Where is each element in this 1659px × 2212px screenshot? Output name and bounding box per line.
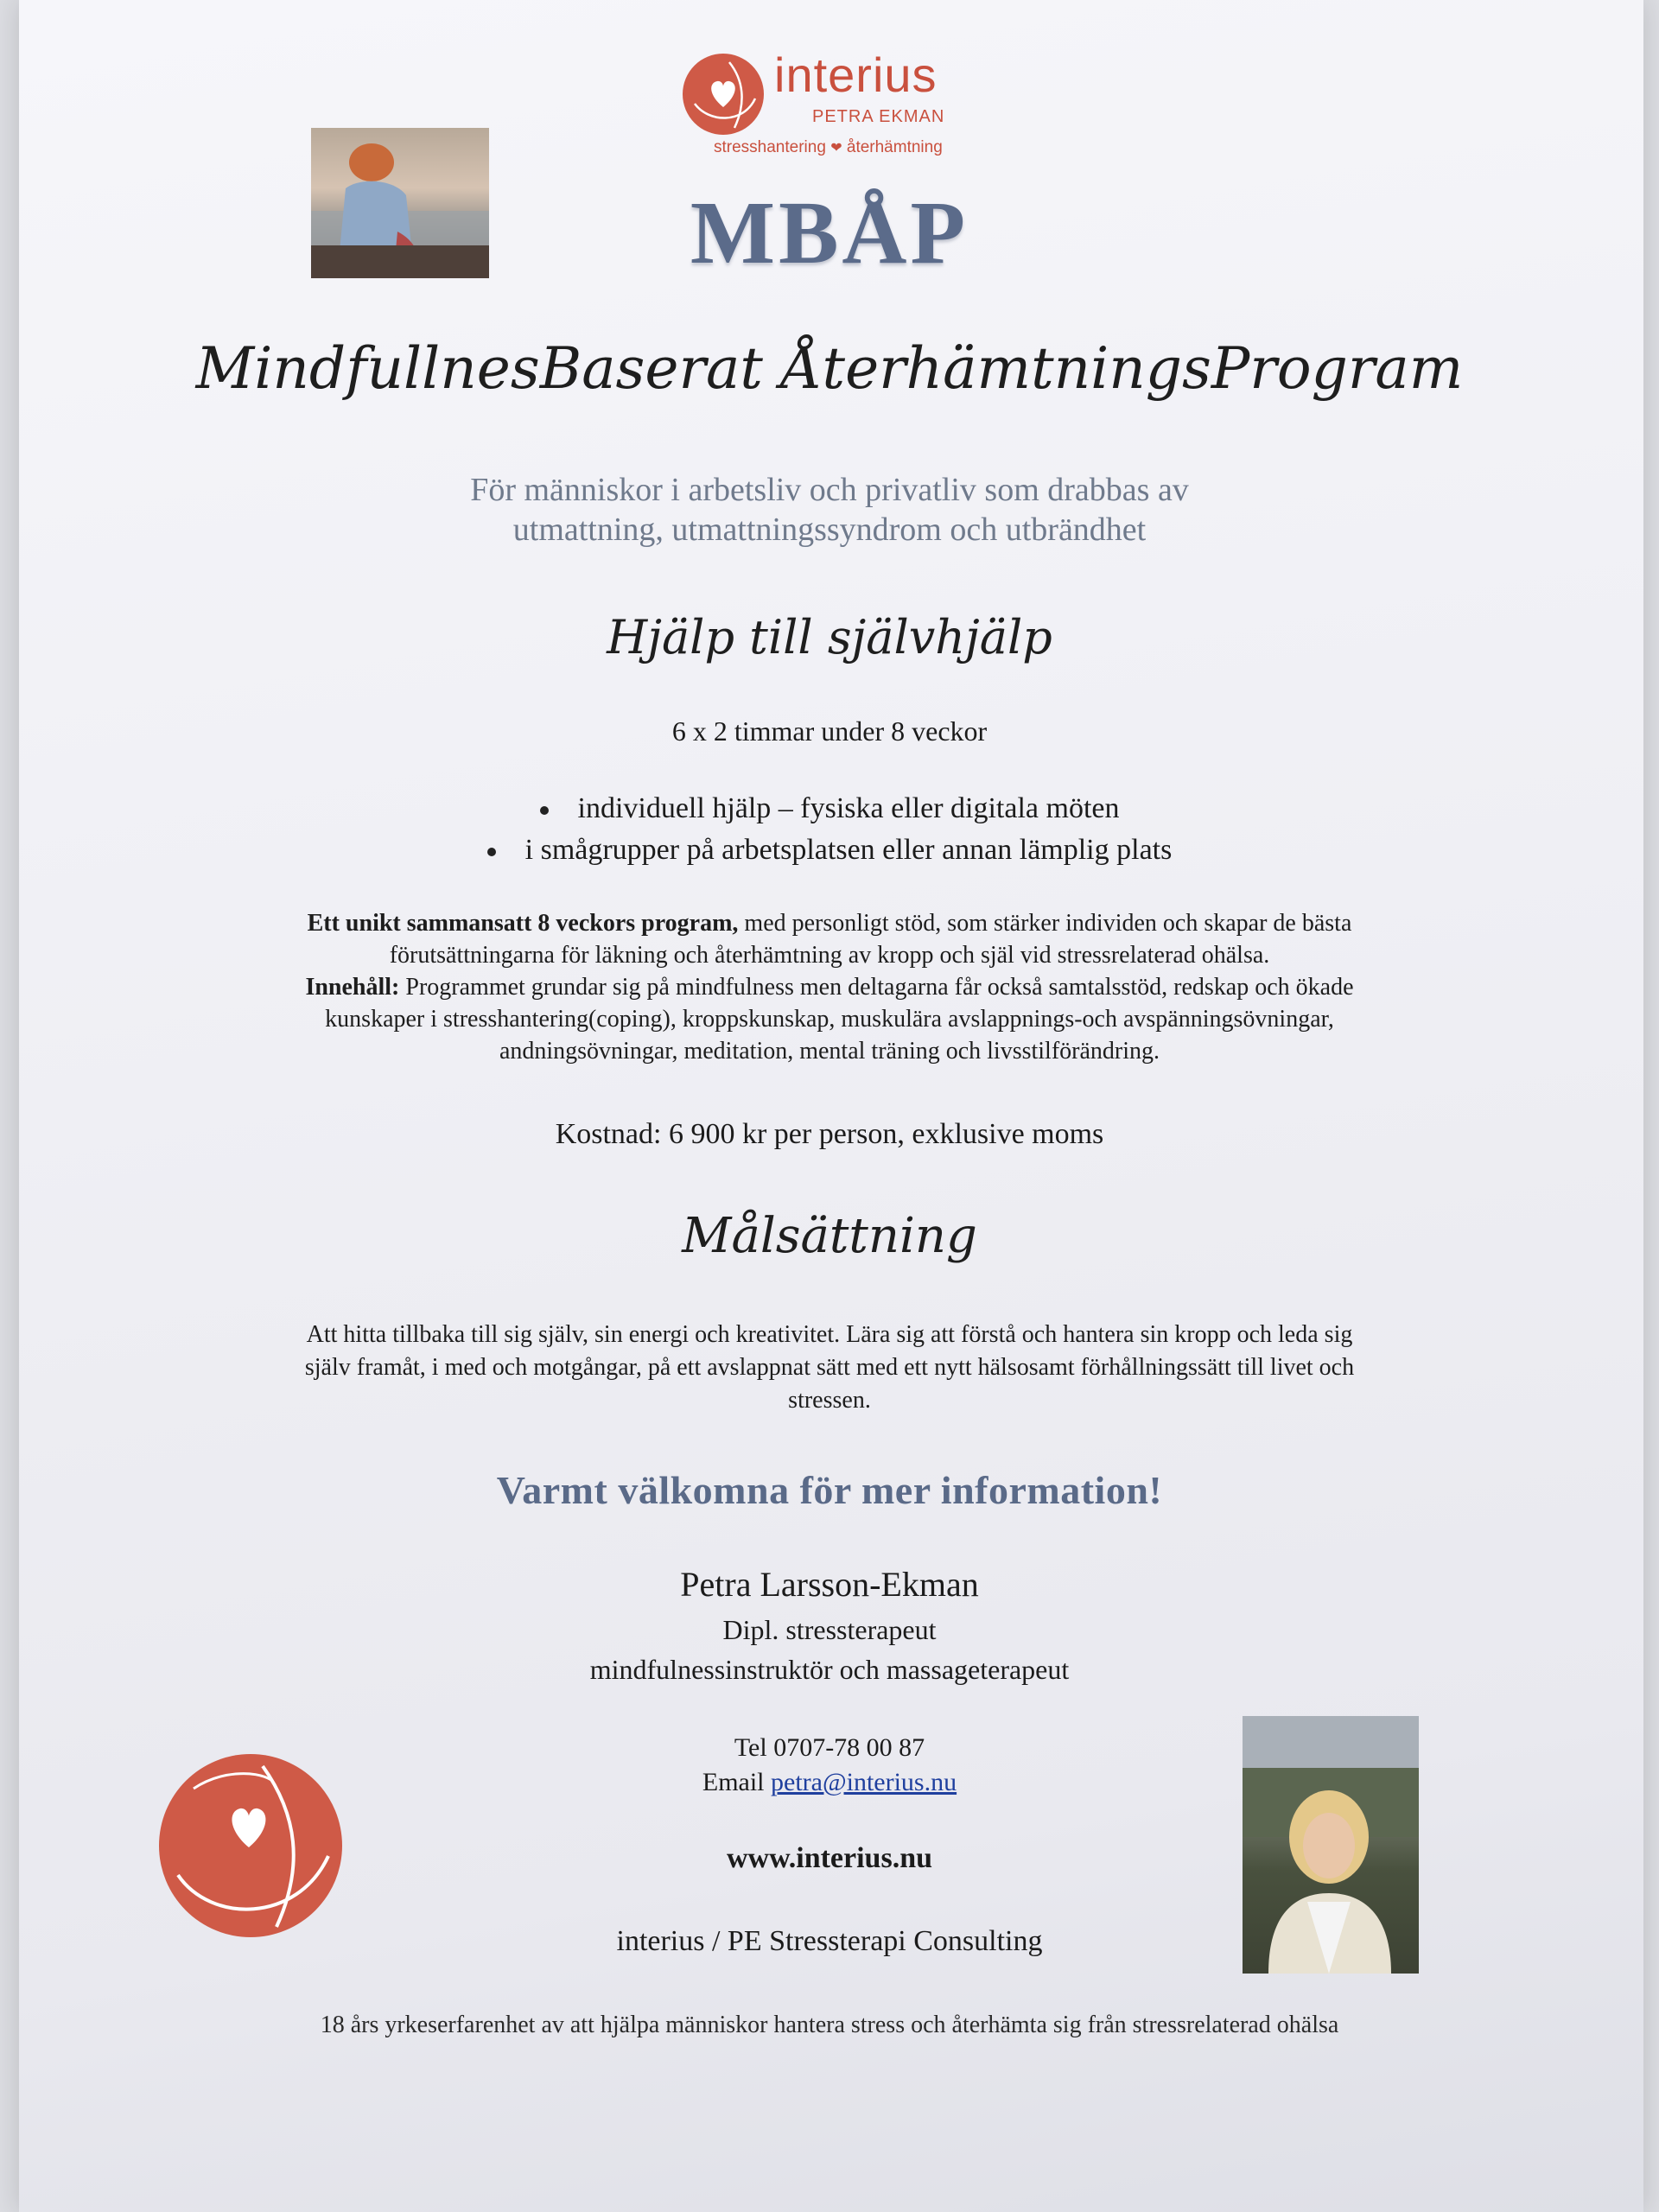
program-full-name: MindfullnesBaserat ÅterhämtningsProgram <box>195 335 1464 402</box>
brand-tagline: stresshantering ❤ återhämtning <box>714 138 943 156</box>
session-info: 6 x 2 timmar under 8 veckor <box>671 715 988 747</box>
goal-heading: Målsättning <box>682 1208 977 1264</box>
format-list <box>0 788 1659 871</box>
list-item: individuell hjälp – fysiska eller digitala möten <box>0 788 1659 830</box>
email-link[interactable]: petra@interius.nu <box>771 1768 957 1796</box>
experience-footer: 18 års yrkeserfarenhet av att hjälpa människor hantera stress och återhämta sig från stressrelaterad ohälsa <box>320 2012 1339 2038</box>
website-link[interactable]: www.interius.nu <box>726 1842 933 1874</box>
brand-heart-logo-icon <box>683 54 764 135</box>
brand-owner: PETRA EKMAN <box>812 107 945 126</box>
brand-name: interius <box>774 48 938 102</box>
small-heart-icon: ❤ <box>830 141 842 156</box>
help-heading: Hjälp till självhjälp <box>607 610 1052 664</box>
large-heart-logo-icon <box>159 1754 342 1937</box>
goal-text: Att hitta tillbaka till sig själv, sin energi och kreativitet. Lära sig att förstå och hantera sin kropp och leda sig själv framåt, i med och motgångar, på ett avslappnat sätt med ett nytt hälsosamt förhållningssätt till livet och stressen. <box>304 1321 1355 1414</box>
bullet-icon <box>540 806 549 815</box>
contact-name: Petra Larsson-Ekman <box>680 1565 979 1604</box>
program-intro: Ett unikt sammansatt 8 veckors program, med personligt stöd, som stärker individen och skapar de bästa förutsättningarna för läkning och återhämtning av kropp och själ vid stressrelaterad ohälsa. <box>307 910 1352 969</box>
contact-role: Dipl. stressterapeut <box>722 1614 937 1645</box>
contact-phone: Tel 0707-78 00 87 <box>734 1733 925 1762</box>
target-audience: För människor i arbetsliv och privatliv som drabbas av utmattning, utmattningssyndrom och utbrändhet <box>470 472 1189 548</box>
bullet-icon <box>487 848 496 856</box>
welcome-heading: Varmt välkomna för mer information! <box>496 1468 1163 1512</box>
program-acronym: MBÅP <box>690 183 969 283</box>
contact-email: Email petra@interius.nu <box>702 1768 957 1796</box>
program-content: Innehåll: Programmet grundar sig på mindfulness men deltagarna får också samtalsstöd, redskap och ökade kunskaper i stresshantering(coping), kroppskunskap, muskulära avslappnings-och avspänningsövningar, andningsövningar, meditation, mental träning och livsstilförändring. <box>305 974 1354 1065</box>
price-info: Kostnad: 6 900 kr per person, exklusive moms <box>555 1118 1104 1150</box>
company-name: interius / PE Stressterapi Consulting <box>616 1925 1043 1957</box>
contact-role-secondary: mindfulnessinstruktör och massageterapeut <box>589 1654 1070 1685</box>
list-item: i smågrupper på arbetsplatsen eller annan lämplig plats <box>0 830 1659 871</box>
